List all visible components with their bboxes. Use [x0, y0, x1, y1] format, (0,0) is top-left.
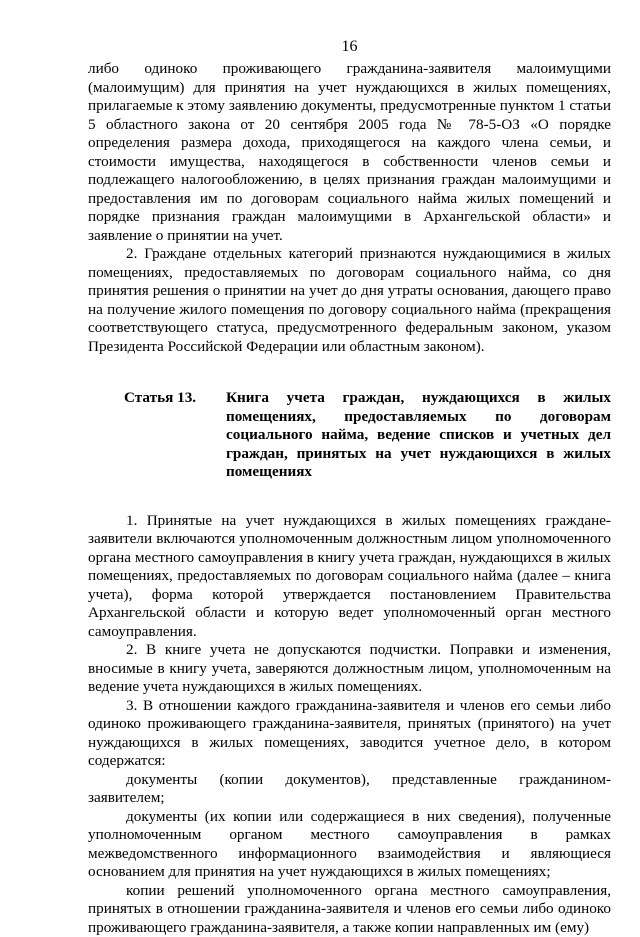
article-title: Книга учета граждан, нуждающихся в жилых помещениях, предоставляемых по договорам социального найма, ведение списков и учетных дел граждан, принятых на учет нуждающихся в жилых помещениях	[226, 389, 611, 482]
paragraph-list-decisions: копии решений уполномоченного органа местного самоуправления, принятых в отношении гражданина-заявителя и членов его семьи либо одиноко проживающего гражданина-заявителя, а также копии направленных им (ему)	[88, 882, 611, 937]
section-before	[88, 60, 611, 356]
paragraph-list-interagency: документы (их копии или содержащиеся в них сведения), полученные уполномоченным органом местного самоуправления в рамках межведомственного информационного взаимодействия и являющиеся основанием для принятия на учет нуждающихся в жилых помещениях;	[88, 808, 611, 882]
paragraph-item-2: 2. Граждане отдельных категорий признаются нуждающимися в жилых помещениях, предоставляемых по договорам социального найма, со дня принятия решения о принятии на учет до дня утраты основания, дающего право на получение жилого помещения по договору социального найма (прекращения соответствующего статуса, предусмотренного федеральным законом, указом Президента Российской Федерации или областным законом).	[88, 245, 611, 356]
article-label: Статья 13.	[88, 389, 226, 482]
page-number: 16	[88, 38, 611, 56]
article-heading	[88, 389, 611, 482]
paragraph-item-1: 1. Принятые на учет нуждающихся в жилых помещениях граждане-заявители включаются уполномоченным должностным лицом уполномоченного органа местного самоуправления в книгу учета граждан, нуждающихся в жилых помещениях, предоставляемых по договорам социального найма (далее – книга учета), форма которой утверждается постановлением Правительства Архангельской области и которую ведет уполномоченный орган местного самоуправления.	[88, 512, 611, 642]
paragraph-item-2: 2. В книге учета не допускаются подчистки. Поправки и изменения, вносимые в книгу учета, заверяются должностным лицом, уполномоченным на ведение учета нуждающихся в жилых помещениях.	[88, 641, 611, 697]
document-page	[88, 0, 611, 937]
section-after	[88, 512, 611, 937]
paragraph-list-documents: документы (копии документов), представленные гражданином-заявителем;	[88, 771, 611, 808]
paragraph-continued: либо одиноко проживающего гражданина-заявителя малоимущими (малоимущим) для принятия на учет нуждающихся в жилых помещениях, прилагаемые к этому заявлению документы, предусмотренные пунктом 1 статьи 5 областного закона от 20 сентября 2005 года № 78-5-ОЗ «О порядке определения размера дохода, приходящегося на каждого члена семьи, и стоимости имущества, находящегося в собственности членов семьи и подлежащего налогообложению, в целях признания граждан малоимущими и предоставления им по договорам социального найма жилых помещений и порядке признания граждан малоимущими в Архангельской области» и заявление о принятии на учет.	[88, 60, 611, 245]
paragraph-item-3: 3. В отношении каждого гражданина-заявителя и членов его семьи либо одиноко проживающего гражданина-заявителя, принятых (принятого) на учет нуждающихся в жилых помещениях, заводится учетное дело, в котором содержатся:	[88, 697, 611, 771]
